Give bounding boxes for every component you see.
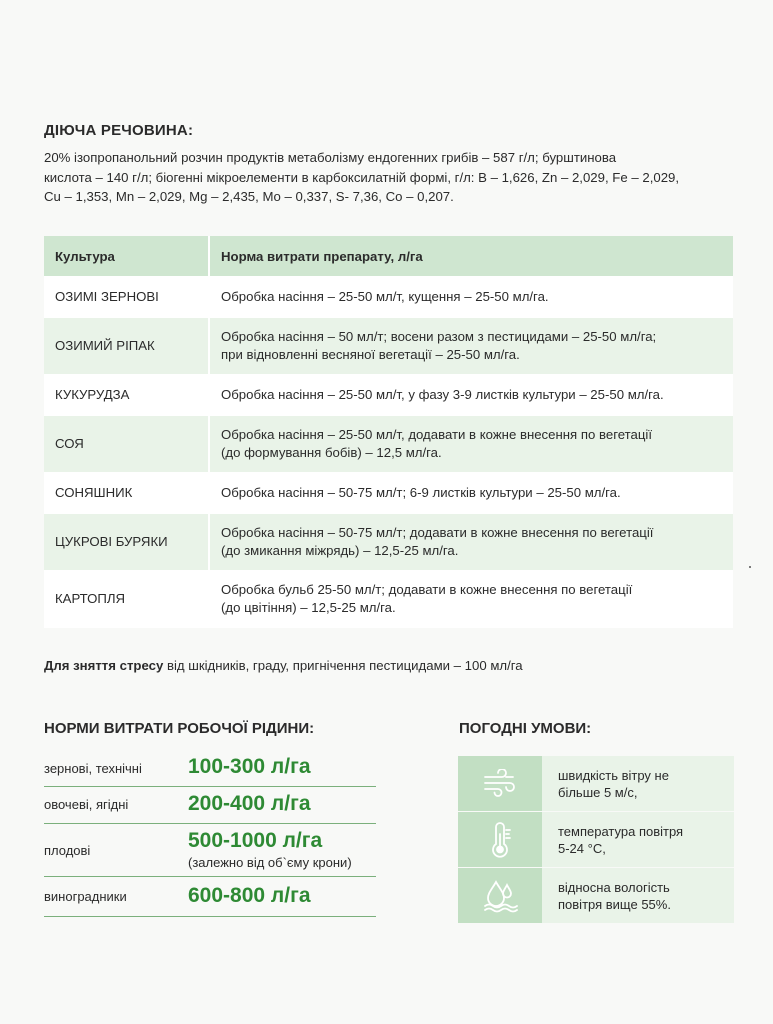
stress-note: [44, 658, 523, 673]
thermometer-icon: [458, 812, 542, 867]
crop-cell: ОЗИМІ ЗЕРНОВІ: [44, 276, 209, 318]
table-row: [44, 514, 733, 570]
working-fluid-title: НОРМИ ВИТРАТИ РОБОЧОЇ РІДИНИ:: [44, 720, 315, 737]
rate-cell: [209, 318, 733, 374]
weather-line: відносна вологість: [558, 879, 670, 895]
fluid-rate-note: (залежно від об`єму крони): [188, 855, 352, 870]
table-row: [44, 374, 733, 416]
fluid-rate-value: 100-300 л/га: [188, 755, 311, 778]
rate-cell: [209, 514, 733, 570]
weather-title: ПОГОДНІ УМОВИ:: [459, 720, 592, 737]
table-row: [44, 318, 733, 374]
application-rate-table: [44, 236, 733, 628]
rate-line: (до змикання міжрядь) – 12,5-25 мл/га.: [221, 543, 459, 558]
rate-cell: [209, 472, 733, 514]
rate-line: Обробка насіння – 25-50 мл/т, додавати в кожне внесення по вегетації: [221, 427, 652, 442]
fluid-crop-label: виноградники: [44, 889, 127, 904]
rate-line: Обробка насіння – 25-50 мл/т, кущення – 25-50 мл/га.: [221, 289, 549, 304]
rate-cell: [209, 276, 733, 318]
list-item: [44, 750, 376, 787]
fluid-rate-value: 200-400 л/га: [188, 792, 311, 815]
table-row: [44, 276, 733, 318]
crop-cell: ЦУКРОВІ БУРЯКИ: [44, 514, 209, 570]
crop-cell: КУКУРУДЗА: [44, 374, 209, 416]
stress-note-bold: Для зняття стресу: [44, 658, 164, 673]
weather-conditions: [458, 756, 734, 924]
weather-line: 5-24 °С,: [558, 840, 606, 856]
active-substance-line: кислота – 140 г/л; біогенні мікроелементи в карбоксилатній формі, г/л: B – 1,626, Zn – 2,029, Fe – 2,029,: [44, 169, 680, 185]
list-item: [44, 877, 376, 917]
rate-cell: [209, 416, 733, 472]
rate-line: при відновленні весняної вегетації – 25-50 мл/га.: [221, 347, 520, 362]
weather-item-humidity: [458, 868, 734, 923]
stress-note-text: від шкідників, граду, пригнічення пестицидами – 100 мл/га: [163, 658, 523, 673]
rate-cell: [209, 570, 733, 628]
active-substance-title: ДІЮЧА РЕЧОВИНА:: [44, 122, 194, 139]
active-substance-line: Cu – 1,353, Mn – 2,029, Mg – 2,435, Mo – 0,337, S- 7,36, Co – 0,207.: [44, 189, 454, 204]
crop-cell: СОНЯШНИК: [44, 472, 209, 514]
rate-line: Обробка насіння – 50-75 мл/т; 6-9 листків культури – 25-50 мл/га.: [221, 485, 621, 500]
table-row: [44, 472, 733, 514]
active-substance-text: [44, 148, 744, 207]
rate-line: (до цвітіння) – 12,5-25 мл/га.: [221, 600, 396, 615]
fluid-crop-label: овочеві, ягідні: [44, 797, 129, 812]
rate-line: Обробка насіння – 25-50 мл/т, у фазу 3-9 листків культури – 25-50 мл/га.: [221, 387, 664, 402]
header-rate: Норма витрати препарату, л/га: [209, 236, 733, 276]
fluid-rate-value: 600-800 л/га: [188, 884, 311, 907]
active-substance-line: 20% ізопропанольний розчин продуктів метаболізму ендогенних грибів – 587 г/л; бурштинова: [44, 150, 617, 165]
table-row: [44, 570, 733, 628]
header-crop: Культура: [44, 236, 209, 276]
humidity-icon: [458, 868, 542, 923]
rate-line: Обробка насіння – 50-75 мл/т; додавати в кожне внесення по вегетації: [221, 525, 654, 540]
fluid-rate-value: 500-1000 л/га: [188, 829, 323, 852]
list-item: [44, 787, 376, 824]
weather-line: температура повітря: [558, 823, 684, 839]
weather-text: [542, 812, 734, 867]
rate-line: (до формування бобів) – 12,5 мл/га.: [221, 445, 442, 460]
weather-line: швидкість вітру не: [558, 767, 669, 783]
wind-icon: [458, 756, 542, 811]
weather-item-wind: [458, 756, 734, 811]
fluid-crop-label: плодові: [44, 843, 91, 858]
table-row: [44, 416, 733, 472]
crop-cell: КАРТОПЛЯ: [44, 570, 209, 628]
rate-line: Обробка бульб 25-50 мл/т; додавати в кожне внесення по вегетації: [221, 582, 633, 597]
table-header-row: [44, 236, 733, 276]
crop-cell: ОЗИМИЙ РІПАК: [44, 318, 209, 374]
weather-line: більше 5 м/с,: [558, 784, 638, 800]
weather-line: повітря вище 55%.: [558, 896, 671, 912]
rate-line: Обробка насіння – 50 мл/т; восени разом з пестицидами – 25-50 мл/га;: [221, 329, 657, 344]
crop-cell: СОЯ: [44, 416, 209, 472]
rate-cell: [209, 374, 733, 416]
weather-text: [542, 756, 734, 811]
weather-text: [542, 868, 734, 923]
working-fluid-list: [44, 750, 376, 917]
stray-dot: [749, 566, 751, 568]
weather-item-temperature: [458, 812, 734, 867]
list-item: [44, 824, 376, 877]
fluid-crop-label: зернові, технічні: [44, 761, 142, 776]
